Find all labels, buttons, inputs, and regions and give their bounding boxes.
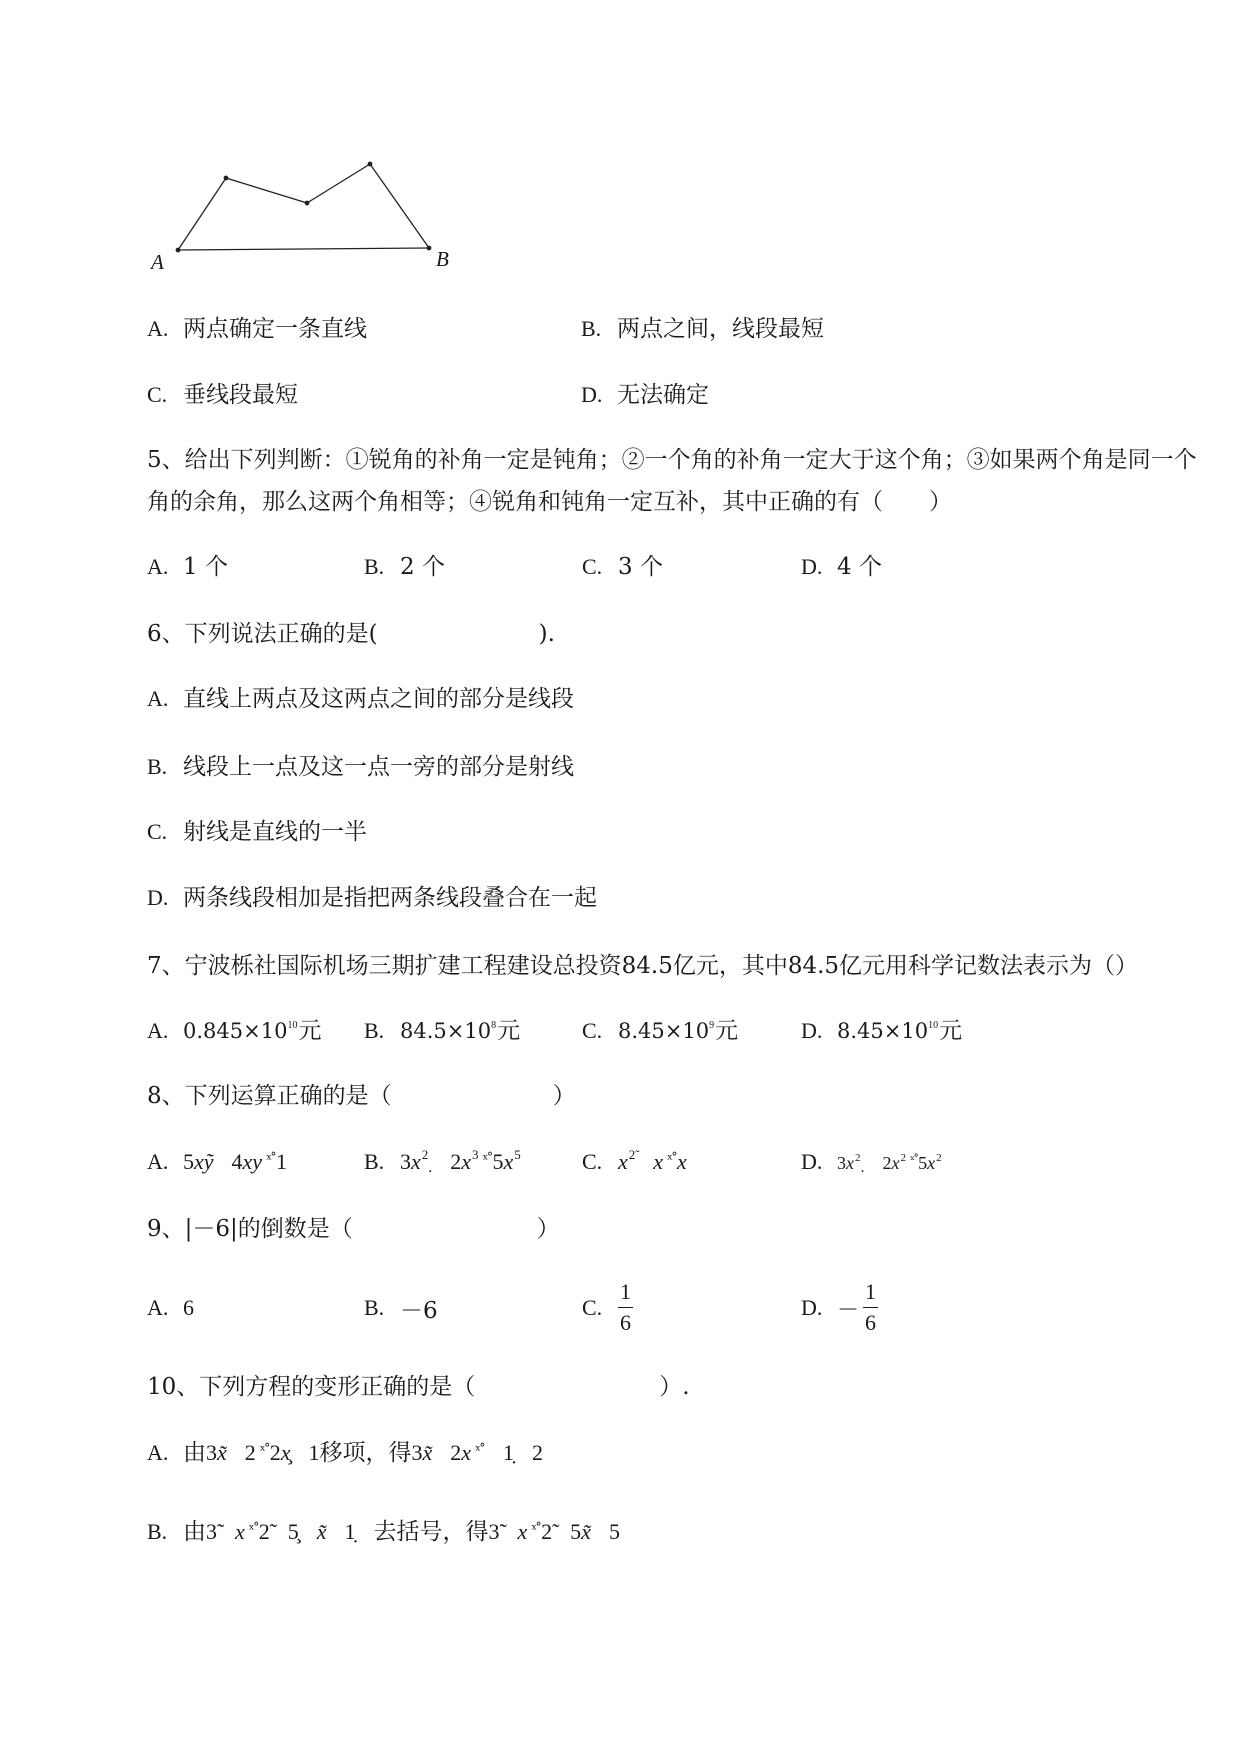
- option-text: 线段上一点及这一点一旁的部分是射线: [183, 754, 574, 780]
- unit: 元: [298, 1018, 322, 1044]
- option-text: 由: [183, 1519, 206, 1545]
- option-label: B.: [581, 316, 602, 341]
- math-token: 3: [411, 1440, 423, 1465]
- figure-question-option-b: [581, 314, 824, 344]
- math-token: 5: [570, 1519, 582, 1544]
- point-a: [176, 248, 181, 253]
- number-base: 8.45×10: [618, 1019, 710, 1043]
- math-variable: x: [653, 1149, 664, 1174]
- math-variable: x̃: [316, 1519, 327, 1544]
- option-text: 直线上两点及这两点之间的部分是线段: [183, 686, 574, 712]
- option-label: A.: [147, 316, 169, 341]
- segment-ab: [178, 248, 429, 250]
- math-token: 1̣: [502, 1440, 514, 1465]
- option-label: B.: [364, 1295, 385, 1320]
- math-token: 3: [400, 1149, 411, 1174]
- math-variable: x: [411, 1149, 421, 1174]
- vertex-point: [368, 162, 373, 167]
- math-token: 4: [231, 1149, 243, 1174]
- question-6-option-d: [147, 883, 597, 913]
- question-10-option-a: [147, 1438, 543, 1468]
- option-text: 垂线段最短: [183, 382, 298, 408]
- math-variable: x: [676, 1149, 687, 1174]
- option-label: D.: [801, 554, 823, 579]
- option-text: 去括号，得: [373, 1519, 489, 1545]
- label-a: A: [151, 250, 164, 274]
- question-9-option-b: [364, 1273, 438, 1343]
- option-label: D.: [147, 885, 169, 910]
- math-variable: x: [846, 1153, 854, 1173]
- question-9-option-c: [582, 1273, 633, 1343]
- question-5-stem-line-1: 5、给出下列判断：①锐角的补角一定是钝角；②一个角的补角一定大于这个角；③如果两个角是同一个: [147, 447, 1197, 473]
- question-5-option-c: [582, 552, 663, 582]
- option-label: A.: [147, 1018, 169, 1043]
- question-6-option-c: [147, 817, 367, 847]
- superscript: 2: [900, 1152, 906, 1164]
- question-8-stem: 8、下列运算正确的是（ ）: [147, 1083, 576, 1109]
- superscript: 3: [472, 1147, 479, 1162]
- exponent: 10: [928, 1020, 939, 1031]
- point-b: [427, 246, 432, 251]
- fraction-numerator: 1: [863, 1278, 878, 1308]
- option-label: C.: [582, 554, 603, 579]
- math-token: 2: [531, 1440, 543, 1465]
- math-token: 1: [308, 1440, 320, 1465]
- fraction-numerator: 1: [618, 1278, 633, 1308]
- math-mark: .: [428, 1159, 433, 1176]
- fraction-denominator: 6: [620, 1310, 631, 1335]
- math-variable: x̧: [280, 1440, 291, 1465]
- option-label: B.: [147, 1519, 168, 1544]
- figure-question-option-a: [147, 314, 367, 344]
- option-label: A.: [147, 554, 169, 579]
- exponent: 8: [491, 1020, 497, 1031]
- math-variable: x: [503, 1149, 514, 1174]
- option-label: C.: [582, 1295, 603, 1320]
- number-base: 0.845×10: [183, 1019, 288, 1043]
- minus-sign: －: [837, 1297, 860, 1323]
- math-token: 5: [608, 1519, 620, 1544]
- option-label: A.: [147, 686, 169, 711]
- math-token: 2̃: [541, 1519, 553, 1544]
- figure-question-option-c: [147, 380, 298, 410]
- option-text: 1 个: [183, 554, 228, 580]
- segment-p1-to-p2: [226, 178, 307, 203]
- question-9-option-a: [147, 1273, 194, 1343]
- math-token: 5: [183, 1149, 194, 1174]
- option-label: C.: [147, 819, 168, 844]
- math-variable: x: [618, 1149, 628, 1174]
- unit: 元: [939, 1018, 963, 1044]
- option-text: 无法确定: [617, 382, 709, 408]
- question-8-option-a: [147, 1147, 287, 1177]
- option-label: B.: [147, 754, 168, 779]
- option-text: 4 个: [837, 554, 882, 580]
- option-label: D.: [801, 1018, 823, 1043]
- superscript: 2: [936, 1152, 942, 1164]
- option-label: D.: [801, 1149, 823, 1174]
- option-text: 由: [183, 1440, 206, 1466]
- segment-p2-to-p3: [307, 164, 370, 203]
- unit: 元: [497, 1018, 521, 1044]
- option-label: A.: [147, 1295, 169, 1320]
- math-token: 5: [492, 1149, 504, 1174]
- question-5-option-a: [147, 552, 228, 582]
- math-mark: ˣ˚: [248, 1522, 258, 1538]
- math-mark: ˣ˚: [910, 1153, 918, 1167]
- math-token: 3: [206, 1440, 217, 1465]
- option-label: B.: [364, 1018, 385, 1043]
- option-label: C.: [147, 382, 168, 407]
- option-text: 射线是直线的一半: [183, 819, 367, 845]
- math-variable: x̃: [422, 1440, 433, 1465]
- question-10-option-b: [147, 1517, 620, 1547]
- question-6-option-b: [147, 752, 574, 782]
- math-token: 3: [837, 1153, 846, 1173]
- option-label: C.: [582, 1018, 603, 1043]
- math-token: 2: [244, 1440, 256, 1465]
- question-6-option-a: [147, 684, 574, 714]
- math-token: 2: [450, 1149, 462, 1174]
- math-token: 2: [269, 1440, 281, 1465]
- question-7-option-a: [147, 1016, 321, 1046]
- question-8-option-b: [364, 1147, 521, 1177]
- math-mark: .: [860, 1159, 865, 1176]
- math-token: 2̃: [258, 1519, 270, 1544]
- question-5-option-d: [801, 552, 882, 582]
- math-variable: x: [927, 1153, 936, 1173]
- math-token: 2: [450, 1440, 462, 1465]
- math-token: 5̧: [287, 1519, 299, 1544]
- polygon-figure: [140, 150, 470, 280]
- question-10-stem: 10、下列方程的变形正确的是（ ）.: [147, 1374, 690, 1400]
- math-mark: ˣ˚: [266, 1152, 275, 1168]
- math-mark: ˣ˚: [482, 1152, 492, 1168]
- option-label: D.: [801, 1295, 823, 1320]
- option-value: －6: [400, 1297, 438, 1324]
- question-5-stem-line-2: 角的余角，那么这两个角相等；④锐角和钝角一定互补，其中正确的有（ ）: [147, 489, 952, 515]
- figure-svg: [140, 150, 470, 280]
- figure-question-option-d: [581, 380, 709, 410]
- math-mark: ˣ˚: [259, 1443, 269, 1459]
- fraction-denominator: 6: [865, 1310, 877, 1335]
- question-6-stem: 6、下列说法正确的是( ).: [147, 621, 555, 647]
- math-variable: xỹ: [194, 1149, 214, 1174]
- option-text: 移项，得: [319, 1440, 412, 1466]
- number-base: 8.45×10: [837, 1019, 929, 1043]
- question-8-option-d: [801, 1147, 942, 1177]
- math-mark: ˣ˚: [667, 1152, 676, 1168]
- superscript: 2: [421, 1147, 429, 1162]
- superscript: 2̃: [628, 1147, 636, 1162]
- math-variable: x: [461, 1440, 471, 1465]
- math-variable: x: [891, 1153, 900, 1173]
- question-9-option-d: [801, 1273, 878, 1343]
- question-7-stem: 7、宁波栎社国际机场三期扩建工程建设总投资84.5亿元，其中84.5亿元用科学记数法表示为（）: [147, 953, 1139, 979]
- option-label: B.: [364, 554, 385, 579]
- question-5-option-b: [364, 552, 445, 582]
- question-7-option-d: [801, 1016, 962, 1046]
- math-variable: xy: [242, 1149, 263, 1174]
- math-token: 2: [882, 1153, 892, 1173]
- unit: 元: [715, 1018, 739, 1044]
- label-b: B: [436, 247, 449, 271]
- option-label: A.: [147, 1440, 169, 1465]
- option-text: 2 个: [400, 554, 445, 580]
- option-text: 3 个: [618, 554, 663, 580]
- question-9-stem: 9、|－6|的倒数是（ ）: [147, 1216, 560, 1242]
- vertex-point: [305, 201, 310, 206]
- math-variable: x: [235, 1519, 245, 1544]
- math-variable: x: [461, 1149, 472, 1174]
- math-token: 3̃: [206, 1519, 217, 1544]
- math-variable: x: [517, 1519, 528, 1544]
- math-variable: x̃: [581, 1519, 591, 1544]
- exponent: 9: [709, 1020, 715, 1031]
- option-text: 两点之间，线段最短: [617, 316, 824, 342]
- exponent: 10: [287, 1020, 298, 1031]
- segment-a-to-p1: [178, 178, 226, 250]
- math-token: 5: [918, 1153, 928, 1173]
- math-token: 1: [276, 1149, 287, 1174]
- option-label: C.: [582, 1149, 603, 1174]
- option-label: B.: [364, 1149, 385, 1174]
- superscript: 2: [855, 1152, 861, 1164]
- question-7-option-b: [364, 1016, 520, 1046]
- segment-p3-to-b: [370, 164, 429, 248]
- math-token: 3̃: [488, 1519, 500, 1544]
- vertex-point: [224, 176, 229, 181]
- option-label: A.: [147, 1149, 169, 1174]
- fraction: [863, 1278, 878, 1338]
- math-token: 1̣: [344, 1519, 356, 1544]
- superscript: 5: [514, 1147, 521, 1162]
- math-mark: ˣ˚: [531, 1522, 541, 1538]
- option-text: 两条线段相加是指把两条线段叠合在一起: [183, 885, 597, 911]
- question-7-option-c: [582, 1016, 738, 1046]
- option-value: 6: [183, 1295, 194, 1320]
- math-variable: x̃: [217, 1440, 227, 1465]
- option-label: D.: [581, 382, 603, 407]
- question-8-option-c: [582, 1147, 687, 1177]
- option-text: 两点确定一条直线: [183, 316, 367, 342]
- number-base: 84.5×10: [400, 1019, 492, 1043]
- math-mark: ˣ˚: [475, 1443, 484, 1459]
- fraction: [618, 1278, 633, 1338]
